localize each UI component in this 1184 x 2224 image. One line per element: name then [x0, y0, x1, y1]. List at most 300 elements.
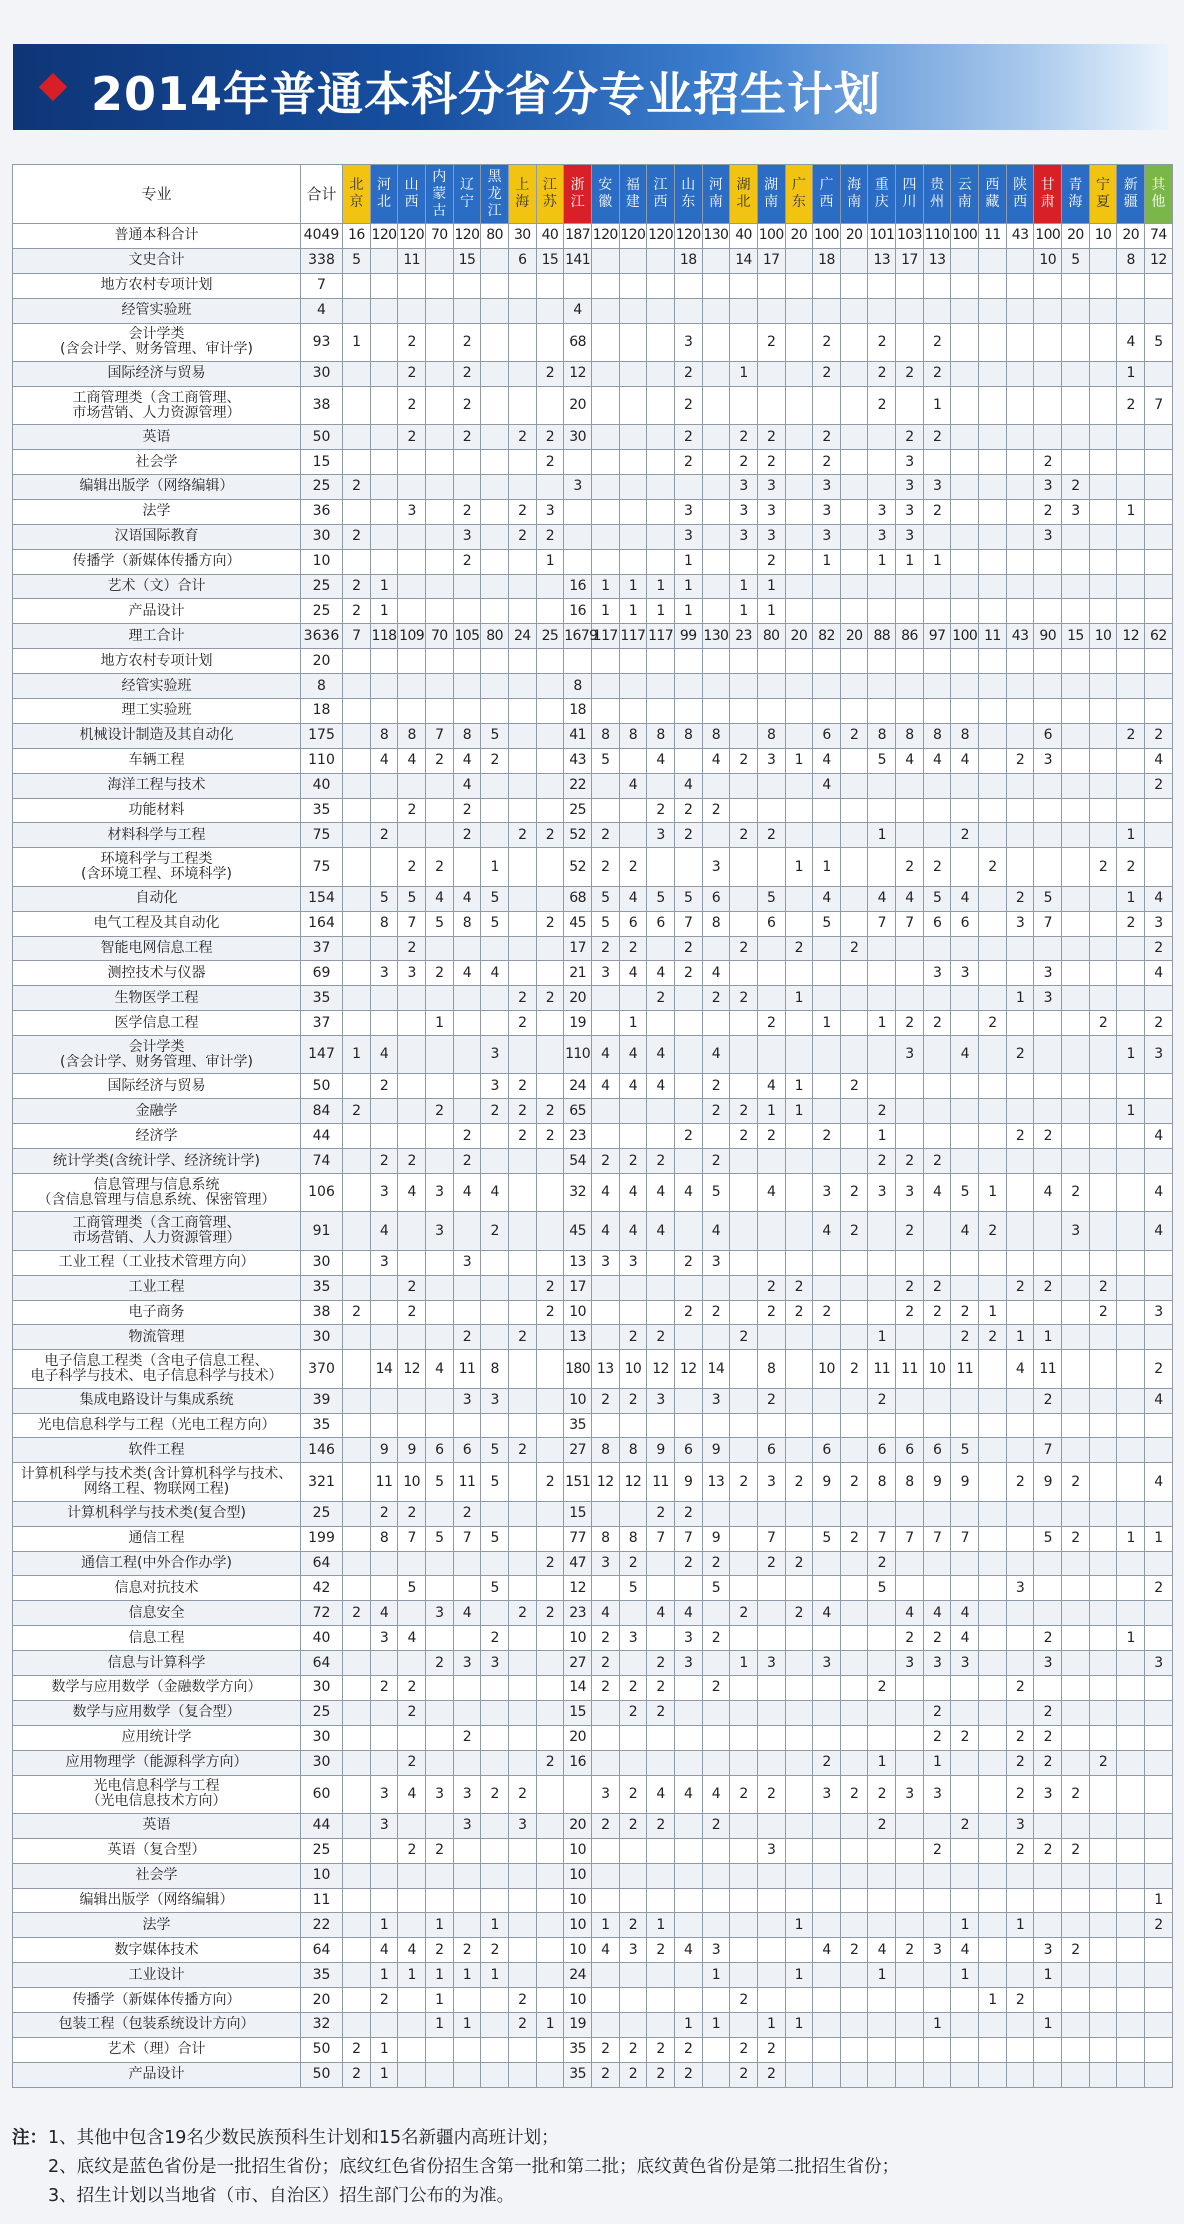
quota-cell: 2	[730, 1988, 758, 2013]
quota-cell	[813, 674, 841, 699]
quota-cell	[896, 1074, 924, 1099]
quota-cell	[896, 674, 924, 699]
quota-cell	[1117, 674, 1145, 699]
quota-cell	[343, 773, 371, 798]
quota-cell	[398, 1651, 426, 1676]
quota-cell: 5	[481, 1438, 509, 1463]
quota-cell	[481, 524, 509, 549]
quota-cell: 2	[840, 1074, 868, 1099]
quota-cell: 4	[398, 748, 426, 773]
quota-cell	[1034, 1601, 1062, 1626]
quota-cell: 2	[1089, 848, 1117, 886]
table-row	[13, 1212, 1173, 1250]
quota-cell	[1034, 1212, 1062, 1250]
quota-cell	[730, 848, 758, 886]
quota-cell: 10	[564, 1300, 592, 1325]
quota-cell	[923, 1036, 951, 1074]
quota-cell: 1	[757, 599, 785, 624]
quota-cell: 2	[619, 1149, 647, 1174]
quota-cell	[425, 2037, 453, 2062]
quota-cell: 2	[702, 1300, 730, 1325]
quota-cell	[398, 450, 426, 475]
major-cell: 环境科学与工程类 (含环境工程、环境科学)	[13, 848, 301, 886]
quota-cell	[481, 2013, 509, 2038]
quota-cell	[730, 1300, 758, 1325]
quota-cell: 2	[1006, 1124, 1034, 1149]
quota-cell	[979, 911, 1007, 936]
quota-cell	[896, 1863, 924, 1888]
quota-cell	[868, 599, 896, 624]
quota-cell	[757, 1700, 785, 1725]
quota-cell	[785, 773, 813, 798]
quota-cell: 4	[647, 1174, 675, 1212]
quota-cell	[979, 1350, 1007, 1388]
quota-cell: 1	[868, 1124, 896, 1149]
quota-cell	[896, 386, 924, 424]
quota-cell: 5	[370, 886, 398, 911]
quota-cell: 13	[591, 1350, 619, 1388]
table-row	[13, 773, 1173, 798]
quota-cell	[1117, 1413, 1145, 1438]
quota-cell	[481, 1149, 509, 1174]
quota-cell	[979, 549, 1007, 574]
quota-cell	[730, 386, 758, 424]
quota-cell	[591, 386, 619, 424]
quota-cell	[813, 2037, 841, 2062]
quota-cell: 1	[481, 1963, 509, 1988]
quota-cell	[785, 1501, 813, 1526]
quota-cell	[536, 1576, 564, 1601]
quota-cell	[674, 1413, 702, 1438]
quota-cell	[896, 1388, 924, 1413]
quota-cell	[896, 936, 924, 961]
quota-cell: 1	[370, 2062, 398, 2087]
quota-cell: 2	[536, 1750, 564, 1775]
quota-cell	[923, 1074, 951, 1099]
header-province: 云 南	[951, 165, 979, 224]
total-cell: 30	[301, 524, 343, 549]
table-row	[13, 474, 1173, 499]
quota-cell	[1117, 2037, 1145, 2062]
quota-cell	[1062, 1700, 1090, 1725]
quota-cell: 2	[343, 1601, 371, 1626]
quota-cell	[868, 798, 896, 823]
quota-cell	[979, 699, 1007, 724]
quota-cell	[951, 273, 979, 298]
quota-cell	[702, 1750, 730, 1775]
quota-cell	[896, 2013, 924, 2038]
quota-cell: 2	[1006, 1036, 1034, 1074]
quota-cell	[647, 1576, 675, 1601]
quota-cell: 2	[730, 986, 758, 1011]
quota-cell: 2	[923, 1626, 951, 1651]
table-row	[13, 1149, 1173, 1174]
quota-cell	[1145, 1626, 1173, 1651]
quota-cell	[398, 298, 426, 323]
total-cell: 50	[301, 2062, 343, 2087]
quota-cell: 3	[730, 524, 758, 549]
quota-cell	[1062, 1149, 1090, 1174]
quota-cell	[1034, 848, 1062, 886]
quota-cell	[425, 549, 453, 574]
quota-cell	[1062, 674, 1090, 699]
quota-cell	[619, 298, 647, 323]
major-cell: 电气工程及其自动化	[13, 911, 301, 936]
quota-cell	[536, 1700, 564, 1725]
quota-cell	[398, 2037, 426, 2062]
quota-cell: 4	[647, 748, 675, 773]
quota-cell	[370, 1275, 398, 1300]
quota-cell: 2	[508, 1325, 536, 1350]
quota-cell	[425, 1300, 453, 1325]
quota-cell: 1	[425, 1913, 453, 1938]
major-cell: 电子商务	[13, 1300, 301, 1325]
table-row	[13, 1501, 1173, 1526]
major-cell: 地方农村专项计划	[13, 649, 301, 674]
quota-cell	[647, 1963, 675, 1988]
major-cell: 会计学类 (含会计学、财务管理、审计学)	[13, 323, 301, 361]
quota-cell: 3	[619, 1626, 647, 1651]
quota-cell: 10	[619, 1350, 647, 1388]
quota-cell	[702, 599, 730, 624]
total-cell: 74	[301, 1149, 343, 1174]
quota-cell: 12	[1145, 248, 1173, 273]
quota-cell: 3	[481, 1036, 509, 1074]
table-row	[13, 961, 1173, 986]
quota-cell: 8	[619, 1438, 647, 1463]
quota-cell	[1006, 1099, 1034, 1124]
quota-cell: 7	[951, 1526, 979, 1551]
quota-cell: 2	[591, 1675, 619, 1700]
quota-cell	[453, 1626, 481, 1651]
quota-cell	[730, 1438, 758, 1463]
quota-cell	[1089, 1099, 1117, 1124]
quota-cell	[398, 1413, 426, 1438]
quota-cell	[1034, 798, 1062, 823]
table-row	[13, 2062, 1173, 2087]
quota-cell: 8	[1117, 248, 1145, 273]
quota-cell: 2	[343, 2037, 371, 2062]
quota-cell	[619, 1300, 647, 1325]
quota-cell	[1034, 649, 1062, 674]
quota-cell	[343, 911, 371, 936]
total-cell: 75	[301, 823, 343, 848]
quota-cell	[730, 1750, 758, 1775]
quota-cell	[1117, 1651, 1145, 1676]
quota-cell: 2	[398, 1838, 426, 1863]
quota-cell	[840, 1888, 868, 1913]
quota-cell: 2	[536, 1124, 564, 1149]
quota-cell: 2	[619, 2062, 647, 2087]
quota-cell: 3	[757, 474, 785, 499]
quota-cell	[951, 1099, 979, 1124]
table-row	[13, 298, 1173, 323]
quota-cell: 3	[591, 961, 619, 986]
quota-cell: 105	[453, 624, 481, 649]
quota-cell: 151	[564, 1463, 592, 1501]
quota-cell	[536, 1526, 564, 1551]
quota-cell	[1034, 823, 1062, 848]
quota-cell	[951, 1124, 979, 1149]
quota-cell: 2	[398, 798, 426, 823]
quota-cell	[951, 1863, 979, 1888]
table-row	[13, 1775, 1173, 1813]
quota-cell	[1034, 323, 1062, 361]
quota-cell	[1034, 1413, 1062, 1438]
table-row	[13, 1526, 1173, 1551]
quota-cell	[1117, 474, 1145, 499]
quota-cell	[453, 2062, 481, 2087]
quota-cell: 4	[674, 1775, 702, 1813]
quota-cell: 2	[1089, 1275, 1117, 1300]
quota-cell	[1145, 1438, 1173, 1463]
quota-cell: 16	[343, 224, 371, 249]
quota-cell	[343, 1576, 371, 1601]
header-province: 上 海	[508, 165, 536, 224]
quota-cell	[343, 798, 371, 823]
quota-cell: 2	[370, 1149, 398, 1174]
quota-cell: 24	[564, 1963, 592, 1988]
quota-cell: 3	[370, 1775, 398, 1813]
quota-cell	[453, 599, 481, 624]
quota-cell: 117	[647, 624, 675, 649]
quota-cell	[1117, 574, 1145, 599]
quota-cell	[674, 1099, 702, 1124]
note-1: 注：1、其他中包含19名少数民族预科生计划和15名新疆内高班计划；	[12, 2124, 1172, 2153]
quota-cell	[979, 798, 1007, 823]
quota-cell	[1062, 886, 1090, 911]
quota-cell: 3	[398, 961, 426, 986]
quota-cell	[702, 323, 730, 361]
quota-cell: 2	[757, 1275, 785, 1300]
quota-cell: 3	[896, 1775, 924, 1813]
quota-cell: 8	[481, 1350, 509, 1388]
quota-cell	[1089, 798, 1117, 823]
header-province: 山 西	[398, 165, 426, 224]
major-cell: 包装工程（包装系统设计方向）	[13, 2013, 301, 2038]
quota-cell	[730, 1725, 758, 1750]
quota-cell: 2	[619, 1700, 647, 1725]
quota-cell	[730, 1576, 758, 1601]
quota-cell: 8	[757, 723, 785, 748]
quota-cell: 2	[647, 2037, 675, 2062]
quota-cell	[1006, 1174, 1034, 1212]
quota-cell	[398, 1725, 426, 1750]
quota-cell	[896, 1700, 924, 1725]
quota-cell	[923, 2062, 951, 2087]
quota-cell: 10	[923, 1350, 951, 1388]
quota-cell: 10	[564, 1913, 592, 1938]
major-cell: 测控技术与仪器	[13, 961, 301, 986]
quota-cell	[868, 298, 896, 323]
quota-cell	[1117, 1601, 1145, 1626]
quota-cell: 3	[453, 1813, 481, 1838]
quota-cell	[757, 1601, 785, 1626]
quota-cell: 2	[757, 1300, 785, 1325]
quota-cell	[813, 798, 841, 823]
quota-cell	[370, 674, 398, 699]
quota-cell	[536, 674, 564, 699]
quota-cell	[481, 248, 509, 273]
quota-cell: 4	[619, 1036, 647, 1074]
quota-cell: 7	[343, 624, 371, 649]
quota-cell	[813, 1963, 841, 1988]
quota-cell	[923, 936, 951, 961]
quota-cell: 9	[923, 1463, 951, 1501]
quota-cell	[674, 986, 702, 1011]
quota-cell	[343, 1325, 371, 1350]
header-province: 内 蒙 古	[425, 165, 453, 224]
quota-cell: 10	[1089, 624, 1117, 649]
quota-cell	[1062, 1099, 1090, 1124]
quota-cell: 5	[591, 911, 619, 936]
quota-cell: 3	[1145, 1300, 1173, 1325]
quota-cell: 11	[370, 1463, 398, 1501]
total-cell: 25	[301, 574, 343, 599]
quota-cell	[896, 1725, 924, 1750]
quota-cell	[425, 1813, 453, 1838]
header-province: 贵 州	[923, 165, 951, 224]
quota-cell	[508, 474, 536, 499]
quota-cell	[619, 323, 647, 361]
quota-cell	[979, 1250, 1007, 1275]
quota-cell: 180	[564, 1350, 592, 1388]
quota-cell	[702, 298, 730, 323]
quota-cell	[1117, 273, 1145, 298]
quota-cell: 2	[619, 1388, 647, 1413]
quota-cell: 35	[564, 2037, 592, 2062]
quota-cell: 5	[951, 1174, 979, 1212]
quota-cell	[785, 1750, 813, 1775]
quota-cell	[785, 649, 813, 674]
quota-cell	[1006, 1626, 1034, 1651]
quota-cell	[951, 1775, 979, 1813]
quota-cell	[564, 649, 592, 674]
quota-cell	[923, 524, 951, 549]
quota-cell	[730, 323, 758, 361]
quota-cell	[619, 748, 647, 773]
table-row	[13, 699, 1173, 724]
quota-cell: 2	[508, 986, 536, 1011]
quota-cell	[343, 1074, 371, 1099]
quota-cell: 4	[370, 1212, 398, 1250]
quota-cell	[674, 1888, 702, 1913]
quota-cell	[508, 1938, 536, 1963]
quota-cell	[757, 1626, 785, 1651]
quota-cell	[813, 1700, 841, 1725]
major-cell: 物流管理	[13, 1325, 301, 1350]
quota-cell	[343, 2013, 371, 2038]
quota-cell: 8	[398, 723, 426, 748]
quota-cell: 4	[453, 1601, 481, 1626]
quota-cell	[730, 1813, 758, 1838]
quota-cell: 2	[979, 1325, 1007, 1350]
quota-cell	[840, 674, 868, 699]
quota-cell	[979, 1601, 1007, 1626]
quota-cell: 2	[647, 1700, 675, 1725]
quota-cell	[343, 298, 371, 323]
quota-cell	[923, 450, 951, 475]
header-province: 浙 江	[564, 165, 592, 224]
quota-cell	[674, 1988, 702, 2013]
quota-cell	[1089, 474, 1117, 499]
quota-cell	[785, 2062, 813, 2087]
quota-cell	[343, 273, 371, 298]
major-cell: 普通本科合计	[13, 224, 301, 249]
quota-cell	[591, 1576, 619, 1601]
quota-cell	[840, 298, 868, 323]
quota-cell	[1117, 1675, 1145, 1700]
quota-cell	[813, 823, 841, 848]
quota-cell	[1034, 1250, 1062, 1275]
quota-cell: 12	[1117, 624, 1145, 649]
quota-cell	[1117, 1501, 1145, 1526]
quota-cell	[1034, 599, 1062, 624]
quota-cell	[508, 1725, 536, 1750]
quota-cell	[370, 499, 398, 524]
quota-cell	[1145, 499, 1173, 524]
quota-cell	[674, 298, 702, 323]
quota-cell: 2	[840, 723, 868, 748]
quota-cell	[1006, 798, 1034, 823]
major-cell: 社会学	[13, 1863, 301, 1888]
quota-cell: 9	[813, 1463, 841, 1501]
quota-cell: 5	[647, 886, 675, 911]
quota-cell: 100	[951, 624, 979, 649]
quota-cell: 4	[702, 1212, 730, 1250]
quota-cell	[398, 823, 426, 848]
header-province: 广 东	[785, 165, 813, 224]
quota-cell: 2	[702, 1149, 730, 1174]
quota-cell: 2	[868, 1099, 896, 1124]
quota-cell	[343, 499, 371, 524]
quota-cell	[370, 1700, 398, 1725]
quota-cell: 1	[619, 1011, 647, 1036]
quota-cell	[840, 425, 868, 450]
quota-cell	[508, 1576, 536, 1601]
quota-cell	[1006, 773, 1034, 798]
quota-cell	[425, 1036, 453, 1074]
quota-cell	[591, 450, 619, 475]
table-row	[13, 936, 1173, 961]
quota-cell	[840, 1863, 868, 1888]
quota-cell	[1089, 1913, 1117, 1938]
quota-cell	[840, 798, 868, 823]
quota-cell	[785, 474, 813, 499]
quota-cell: 68	[564, 323, 592, 361]
quota-cell	[1089, 1388, 1117, 1413]
quota-cell: 47	[564, 1551, 592, 1576]
quota-cell: 3	[702, 1388, 730, 1413]
quota-cell	[508, 1149, 536, 1174]
quota-cell	[813, 1388, 841, 1413]
quota-cell	[536, 298, 564, 323]
quota-cell	[1062, 1750, 1090, 1775]
quota-cell	[757, 1913, 785, 1938]
quota-cell: 2	[591, 823, 619, 848]
quota-cell	[868, 1651, 896, 1676]
quota-cell	[1062, 1413, 1090, 1438]
quota-cell	[840, 1651, 868, 1676]
quota-cell	[1145, 599, 1173, 624]
quota-cell	[591, 323, 619, 361]
quota-cell: 6	[508, 248, 536, 273]
quota-cell: 3	[425, 1212, 453, 1250]
quota-cell	[1006, 323, 1034, 361]
quota-cell: 2	[896, 848, 924, 886]
quota-cell: 15	[564, 1700, 592, 1725]
quota-cell: 2	[923, 848, 951, 886]
